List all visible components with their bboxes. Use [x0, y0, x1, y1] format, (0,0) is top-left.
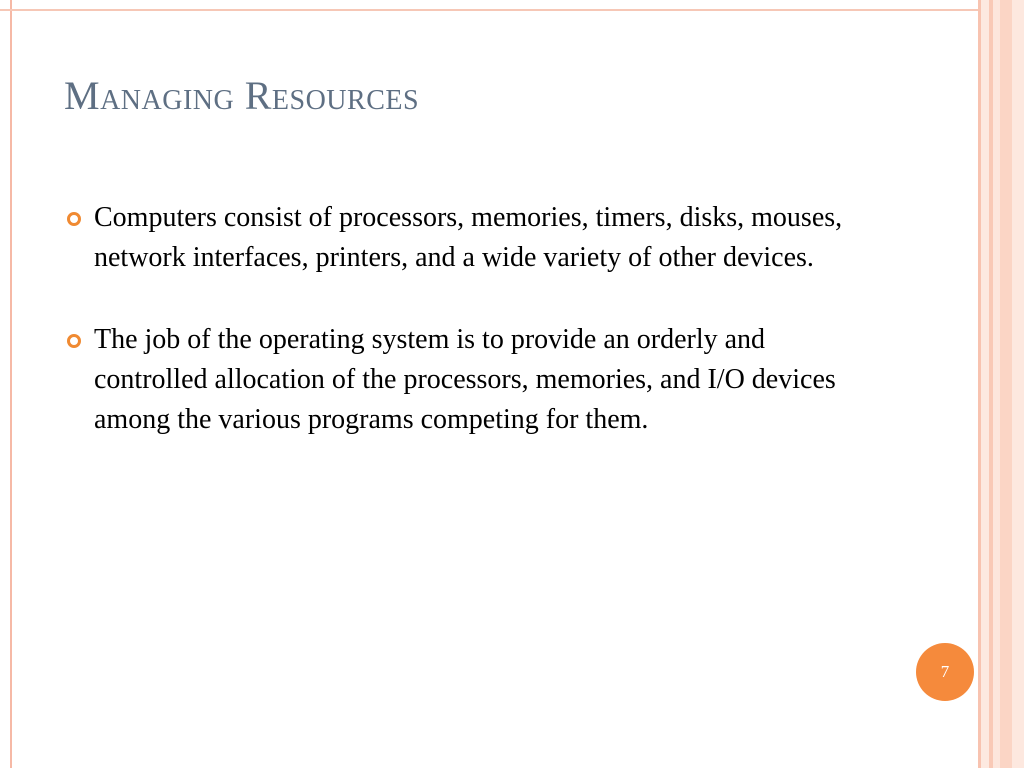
- stripe: [1000, 0, 1012, 768]
- bullet-text: Computers consist of processors, memories, timers, disks, mouses, network interfaces, printers, and a wide variety of other devices.: [94, 202, 843, 273]
- hollow-circle-bullet-icon: [67, 334, 81, 348]
- bullet-list: [64, 198, 884, 482]
- page-number: 7: [940, 662, 950, 681]
- hollow-circle-bullet-icon: [67, 212, 81, 226]
- stripe: [981, 0, 989, 768]
- right-decorative-stripes: [978, 0, 1024, 768]
- left-border-line: [10, 0, 12, 768]
- page-number-badge: [916, 643, 974, 701]
- slide-title: Managing Resources: [64, 73, 420, 118]
- bullet-item: [64, 198, 884, 278]
- stripe: [993, 0, 1000, 768]
- bullet-item: [64, 320, 884, 440]
- bullet-text: The job of the operating system is to provide an orderly and controlled allocation of the processors, memories, and I/O devices among the various programs competing for them.: [94, 324, 836, 435]
- top-border-line: [0, 9, 980, 11]
- stripe: [1012, 0, 1024, 768]
